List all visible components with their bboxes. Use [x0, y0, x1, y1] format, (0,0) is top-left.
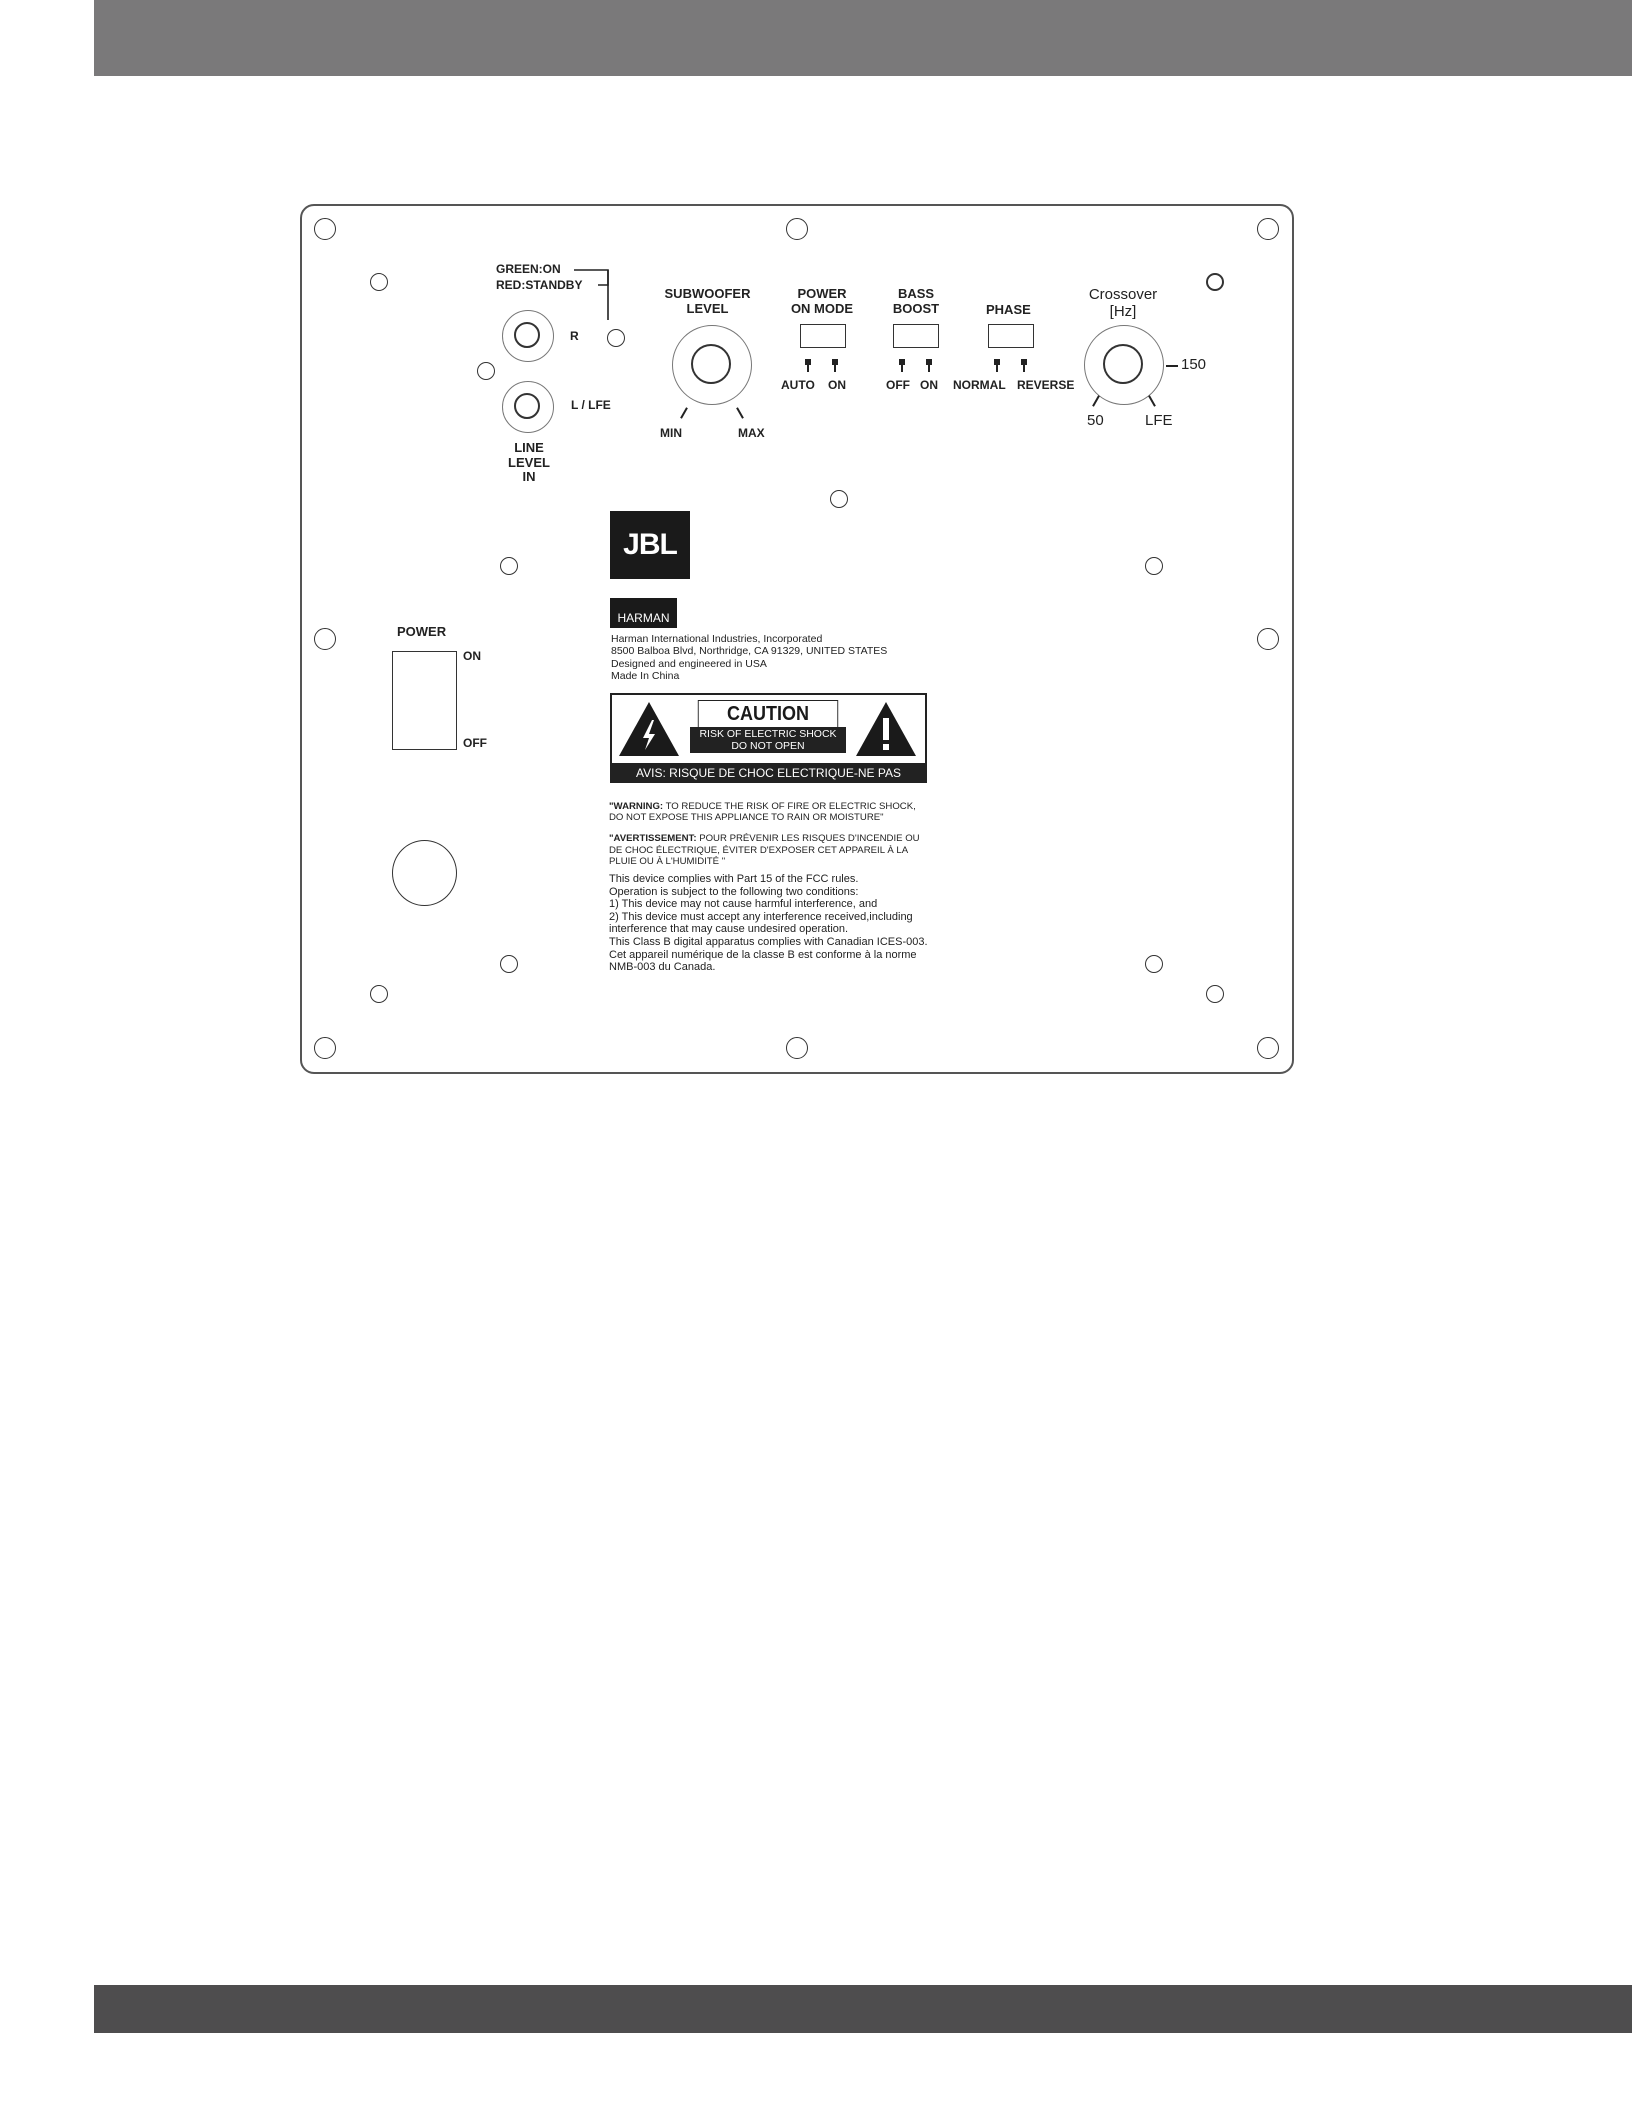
- mounting-hole: [314, 628, 336, 650]
- mounting-hole: [786, 1037, 808, 1059]
- warning-fr-line: DE CHOC ÉLECTRIQUE, ÉVITER D'EXPOSER CET APPAREIL À LA: [609, 845, 909, 856]
- led-leader-line: [570, 266, 620, 338]
- warning-fr-line: PLUIE OU À L'HUMIDITÉ ": [609, 856, 726, 867]
- mounting-hole: [500, 557, 518, 575]
- led-label-green: GREEN:ON: [496, 262, 561, 276]
- warning-en: "WARNING: TO REDUCE THE RISK OF FIRE OR ELECTRIC SHOCK,: [609, 801, 916, 812]
- crossover-max-label: 150: [1181, 356, 1207, 373]
- dip-indicator: [1021, 359, 1027, 365]
- power-on-mode-switch[interactable]: [800, 324, 846, 348]
- rca-left-label: L / LFE: [571, 398, 611, 412]
- bass-boost-switch[interactable]: [893, 324, 939, 348]
- rca-input-right[interactable]: [502, 310, 554, 362]
- mounting-hole: [477, 362, 495, 380]
- footer-bar: [94, 1985, 1632, 2033]
- mounting-hole: [786, 218, 808, 240]
- company-line: 8500 Balboa Blvd, Northridge, CA 91329, UNITED STATES: [611, 645, 888, 657]
- mounting-hole: [1206, 273, 1224, 291]
- mounting-hole: [314, 218, 336, 240]
- mounting-hole: [1257, 628, 1279, 650]
- power-mode-on-label: ON: [828, 378, 846, 392]
- warning-fr: "AVERTISSEMENT: POUR PRÉVENIR LES RISQUES D'INCENDIE OU: [609, 833, 920, 844]
- exclamation-warning-icon: [854, 700, 918, 758]
- header-bar: [94, 0, 1632, 76]
- phase-label: PHASE: [986, 302, 1031, 317]
- bass-boost-label: BASS BOOST: [892, 286, 940, 316]
- subwoofer-level-label: SUBWOOFER LEVEL: [664, 286, 751, 316]
- company-line: Harman International Industries, Incorporated: [611, 633, 823, 645]
- harman-logo: HARMAN: [610, 598, 677, 628]
- power-label: POWER: [397, 624, 447, 639]
- phase-switch[interactable]: [988, 324, 1034, 348]
- fcc-compliance-text: This device complies with Part 15 of the FCC rules. Operation is subject to the following two conditions: 1) This device may not cause harmful interference, and 2) This device must accept any interference received,including interference that may cause undesired operation. This Class B digital apparatus complies with Canadian ICES-003. Cet appareil numérique de la classe B est conforme à la norme NMB-003 du Canada.: [609, 873, 928, 974]
- bass-boost-on-label: ON: [920, 378, 938, 392]
- subwoofer-level-knob[interactable]: [672, 325, 752, 405]
- rca-right-label: R: [570, 329, 579, 343]
- mounting-hole: [1145, 557, 1163, 575]
- subwoofer-max-label: MAX: [738, 426, 765, 440]
- line-level-in-label: LINE LEVEL IN: [508, 440, 550, 485]
- caution-title: CAUTION: [698, 700, 838, 728]
- power-off-label: OFF: [463, 736, 487, 750]
- power-cord-inlet: [392, 840, 457, 906]
- mounting-hole: [314, 1037, 336, 1059]
- mounting-hole: [1257, 218, 1279, 240]
- mounting-hole: [1145, 955, 1163, 973]
- crossover-lfe-label: LFE: [1145, 412, 1173, 429]
- power-on-mode-label: POWER ON MODE: [790, 286, 854, 316]
- mounting-hole: [1257, 1037, 1279, 1059]
- crossover-knob[interactable]: [1084, 325, 1164, 405]
- dip-indicator: [805, 359, 811, 365]
- dip-indicator: [832, 359, 838, 365]
- crossover-min-label: 50: [1087, 412, 1104, 429]
- avis-text: AVIS: RISQUE DE CHOC ELECTRIQUE-NE PAS OUVRIR.: [610, 763, 927, 783]
- power-on-label: ON: [463, 649, 481, 663]
- status-led: [607, 329, 625, 347]
- mounting-hole: [1206, 985, 1224, 1003]
- mounting-hole: [370, 985, 388, 1003]
- mounting-hole: [830, 490, 848, 508]
- company-line: Designed and engineered in USA: [611, 658, 767, 670]
- knob-tick-150: [1166, 365, 1178, 367]
- dip-indicator: [994, 359, 1000, 365]
- led-label-red: RED:STANDBY: [496, 278, 583, 292]
- warning-en-line: DO NOT EXPOSE THIS APPLIANCE TO RAIN OR MOISTURE": [609, 812, 884, 823]
- mounting-hole: [370, 273, 388, 291]
- jbl-logo: JBL: [610, 511, 690, 579]
- lightning-warning-icon: [617, 700, 681, 758]
- phase-normal-label: NORMAL: [953, 378, 1006, 392]
- power-rocker-switch[interactable]: [392, 651, 457, 750]
- phase-reverse-label: REVERSE: [1017, 378, 1075, 392]
- company-line: Made In China: [611, 670, 680, 682]
- dip-indicator: [899, 359, 905, 365]
- power-mode-auto-label: AUTO: [781, 378, 815, 392]
- mounting-hole: [500, 955, 518, 973]
- rca-input-left-lfe[interactable]: [502, 381, 554, 433]
- dip-indicator: [926, 359, 932, 365]
- bass-boost-off-label: OFF: [886, 378, 910, 392]
- crossover-label: Crossover [Hz]: [1088, 286, 1158, 320]
- subwoofer-min-label: MIN: [660, 426, 682, 440]
- risk-of-shock-text: RISK OF ELECTRIC SHOCK DO NOT OPEN: [690, 727, 846, 753]
